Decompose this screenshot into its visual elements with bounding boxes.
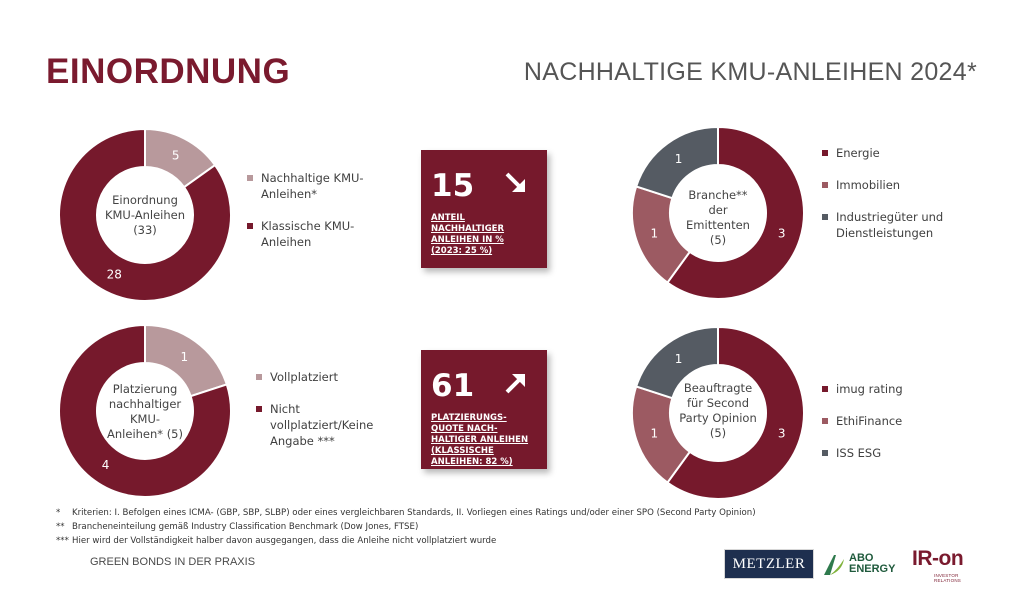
donut-center-label: Einordnung KMU-Anleihen (33) — [104, 192, 186, 237]
legend-branche — [822, 145, 962, 257]
legend-swatch-icon — [822, 450, 828, 456]
legend-spo — [822, 381, 962, 477]
footnote-mark: ** — [56, 522, 65, 532]
abo-line1: ABO — [849, 552, 874, 564]
footer-text: GREEN BONDS IN DER PRAXIS — [90, 556, 256, 568]
legend-label: ISS ESG — [836, 446, 882, 460]
abo-leaf-icon — [822, 551, 846, 577]
legend-item — [822, 445, 962, 461]
legend-swatch-icon — [256, 406, 262, 412]
legend-einordnung — [247, 170, 377, 266]
slice-value-label: 1 — [674, 151, 683, 166]
legend-item — [256, 369, 374, 385]
legend-item — [247, 170, 377, 202]
footnote-text: Brancheneinteilung gemäß Industry Classification Benchmark (Dow Jones, FTSE) — [72, 522, 419, 532]
legend-swatch-icon — [822, 418, 828, 424]
footnote-mark: * — [56, 508, 61, 518]
kpi-card-share — [421, 150, 547, 268]
legend-swatch-icon — [247, 223, 253, 229]
abo-energy-text — [849, 553, 895, 575]
legend-label: EthiFinance — [836, 414, 903, 428]
ir-on-text: IR-on — [912, 547, 964, 570]
legend-item — [822, 209, 962, 241]
legend-swatch-icon — [822, 214, 828, 220]
abo-energy-logo — [822, 549, 904, 579]
footnote-text: Kriterien: I. Befolgen eines ICMA- (GBP, SBP, SLBP) oder eines vergleichbaren Standards, II. Vorliegen eines Ratings und/oder einer SPO (Second Party Opinion) — [72, 508, 756, 518]
legend-platzierung — [256, 369, 374, 465]
ir-on-subtext: INVESTOR RELATIONS — [934, 573, 961, 583]
legend-label: Nicht vollplatziert/Keine Angabe *** — [270, 402, 374, 448]
legend-label: Nachhaltige KMU-Anleihen* — [261, 171, 364, 201]
legend-label: Vollplatziert — [270, 370, 338, 384]
abo-line2: ENERGY — [849, 563, 896, 575]
ir-on-logo — [912, 547, 984, 581]
legend-label: Industriegüter und Dienstleistungen — [836, 210, 944, 240]
donut-center-label: Branche** der Emittenten (5) — [686, 188, 750, 247]
footnote — [56, 506, 756, 520]
legend-item — [822, 177, 962, 193]
footnote — [56, 520, 756, 534]
legend-swatch-icon — [256, 374, 262, 380]
legend-item — [247, 218, 377, 250]
slice-value-label: 1 — [650, 426, 659, 441]
legend-swatch-icon — [247, 175, 253, 181]
page-subtitle: NACHHALTIGE KMU-ANLEIHEN 2024* — [523, 58, 977, 86]
legend-swatch-icon — [822, 182, 828, 188]
footnote-text: Hier wird der Vollständigkeit halber davon ausgegangen, dass die Anleihe nicht vollplatziert wurde — [72, 536, 497, 546]
kpi-description: ANTEIL NACHHALTIGER ANLEIHEN IN % (2023: 25 %) — [431, 213, 505, 256]
arrow-down-right-icon — [503, 170, 529, 196]
page-title: EINORDNUNG — [46, 52, 291, 91]
slice-value-label: 1 — [674, 351, 683, 366]
donut-center-label: Beauftragte für Second Party Opinion (5) — [679, 381, 757, 440]
footnote — [56, 534, 756, 548]
legend-item — [822, 145, 962, 161]
arrow-up-right-icon — [503, 370, 529, 396]
kpi-value: 61 — [431, 368, 475, 404]
kpi-card-placement — [421, 350, 547, 469]
legend-label: Immobilien — [836, 178, 901, 192]
legend-label: Klassische KMU-Anleihen — [261, 219, 355, 249]
slice-value-label: 3 — [777, 226, 786, 241]
legend-label: imug rating — [836, 382, 903, 396]
donut-center-label: Platzierung nachhaltiger KMU-Anleihen* (5) — [107, 382, 183, 441]
kpi-description: PLATZIERUNGS-QUOTE NACH-HALTIGER ANLEIHEN (KLASSISCHE ANLEIHEN: 82 %) — [431, 413, 529, 467]
slice-value-label: 3 — [777, 426, 786, 441]
legend-item — [256, 401, 374, 449]
metzler-logo: METZLER — [724, 549, 814, 579]
slice-value-label: 4 — [101, 458, 110, 473]
legend-swatch-icon — [822, 386, 828, 392]
legend-item — [822, 413, 962, 429]
legend-swatch-icon — [822, 150, 828, 156]
slice-value-label: 1 — [650, 226, 659, 241]
legend-label: Energie — [836, 146, 880, 160]
kpi-value: 15 — [431, 168, 475, 204]
legend-item — [822, 381, 962, 397]
slice-value-label: 5 — [171, 148, 180, 163]
footnotes — [56, 506, 756, 548]
slice-value-label: 1 — [180, 349, 189, 364]
slice-value-label: 28 — [106, 267, 122, 282]
footnote-mark: *** — [56, 536, 69, 546]
